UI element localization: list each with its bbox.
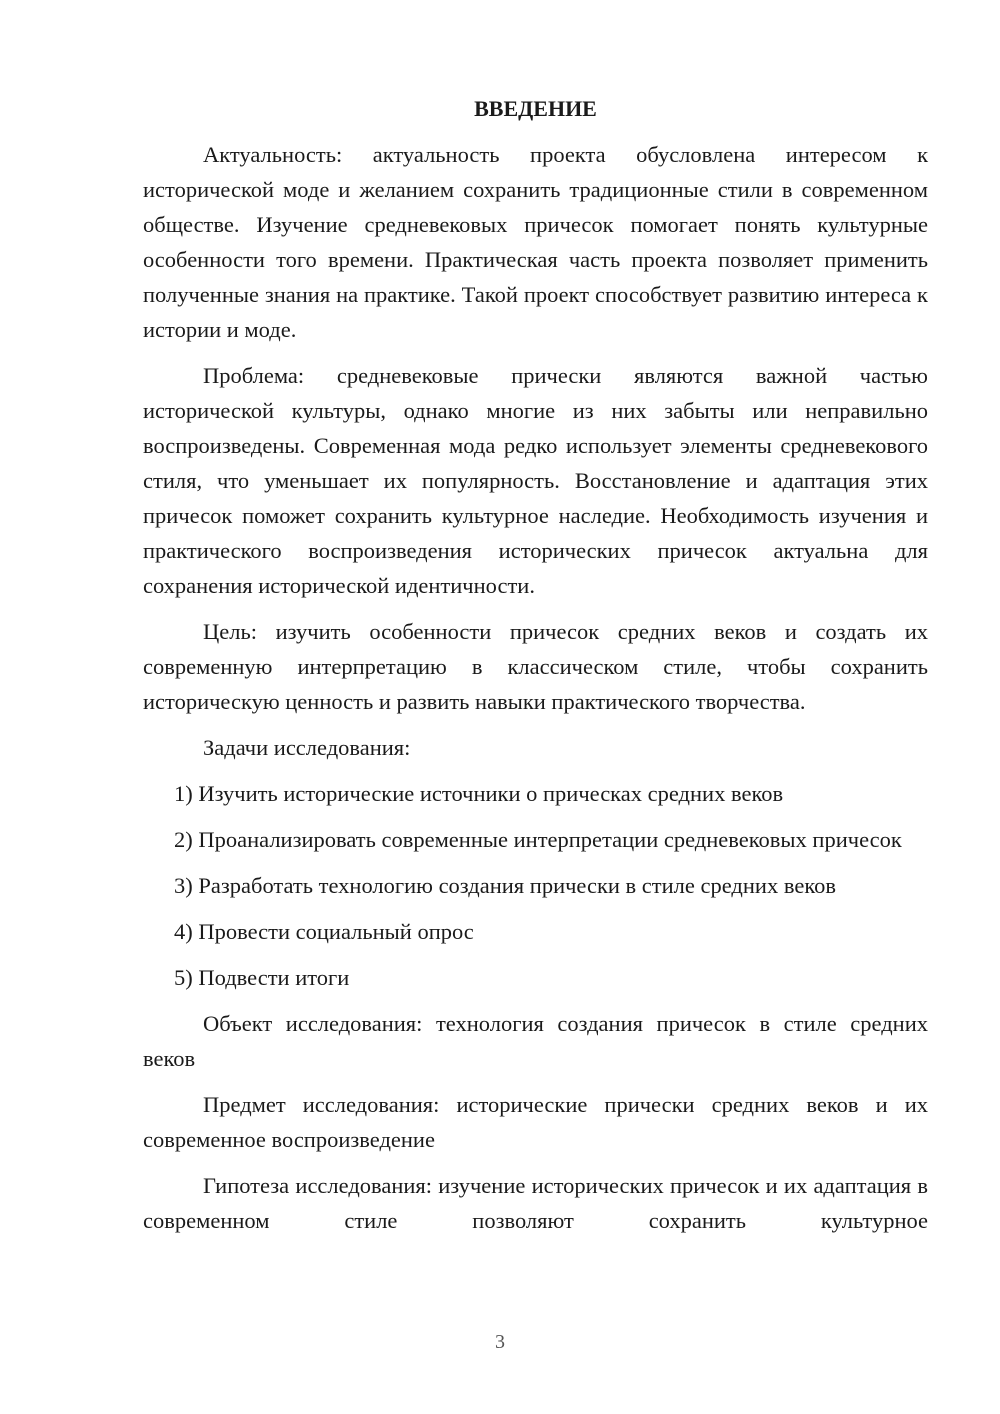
relevance-paragraph: Актуальность: актуальность проекта обусловлена интересом к исторической моде и желанием сохранить традиционные стили в современном обществе. Изучение средневековых причесок помогает понять культурные особенности того времени. Практическая часть проекта позволяет применить полученные знания на практике. Такой проект способствует развитию интереса к истории и моде. [143, 142, 928, 342]
goal-paragraph: Цель: изучить особенности причесок средних веков и создать их современную интерпретацию в классическом стиле, чтобы сохранить историческую ценность и развить навыки практического творчества. [143, 619, 928, 714]
task-item-3: 3) Разработать технологию создания прически в стиле средних веков [174, 873, 836, 898]
tasks-heading: Задачи исследования: [203, 735, 411, 760]
problem-paragraph: Проблема: средневековые прически являются важной частью исторической культуры, однако многие из них забыты или неправильно воспроизведены. Современная мода редко использует элементы средневекового стиля, что уменьшает их популярность. Восстановление и адаптация этих причесок поможет сохранить культурное наследие. Необходимость изучения и практического воспроизведения исторических причесок актуальна для сохранения исторической идентичности. [143, 363, 928, 598]
hypothesis-paragraph: Гипотеза исследования: изучение исторических причесок и их адаптация в современном стиле позволяют сохранить культурное [143, 1173, 928, 1233]
task-item-5: 5) Подвести итоги [174, 965, 350, 990]
task-item-1: 1) Изучить исторические источники о прическах средних веков [174, 781, 784, 806]
task-item-2: 2) Проанализировать современные интерпретации средневековых причесок [174, 827, 902, 852]
task-item-4: 4) Провести социальный опрос [174, 919, 474, 944]
subject-paragraph: Предмет исследования: исторические прически средних веков и их современное воспроизведение [143, 1092, 928, 1152]
page-number: 3 [495, 1331, 505, 1353]
object-paragraph: Объект исследования: технология создания причесок в стиле средних веков [143, 1011, 928, 1071]
document-page [143, 94, 928, 1249]
document-title: ВВЕДЕНИЕ [474, 96, 597, 121]
